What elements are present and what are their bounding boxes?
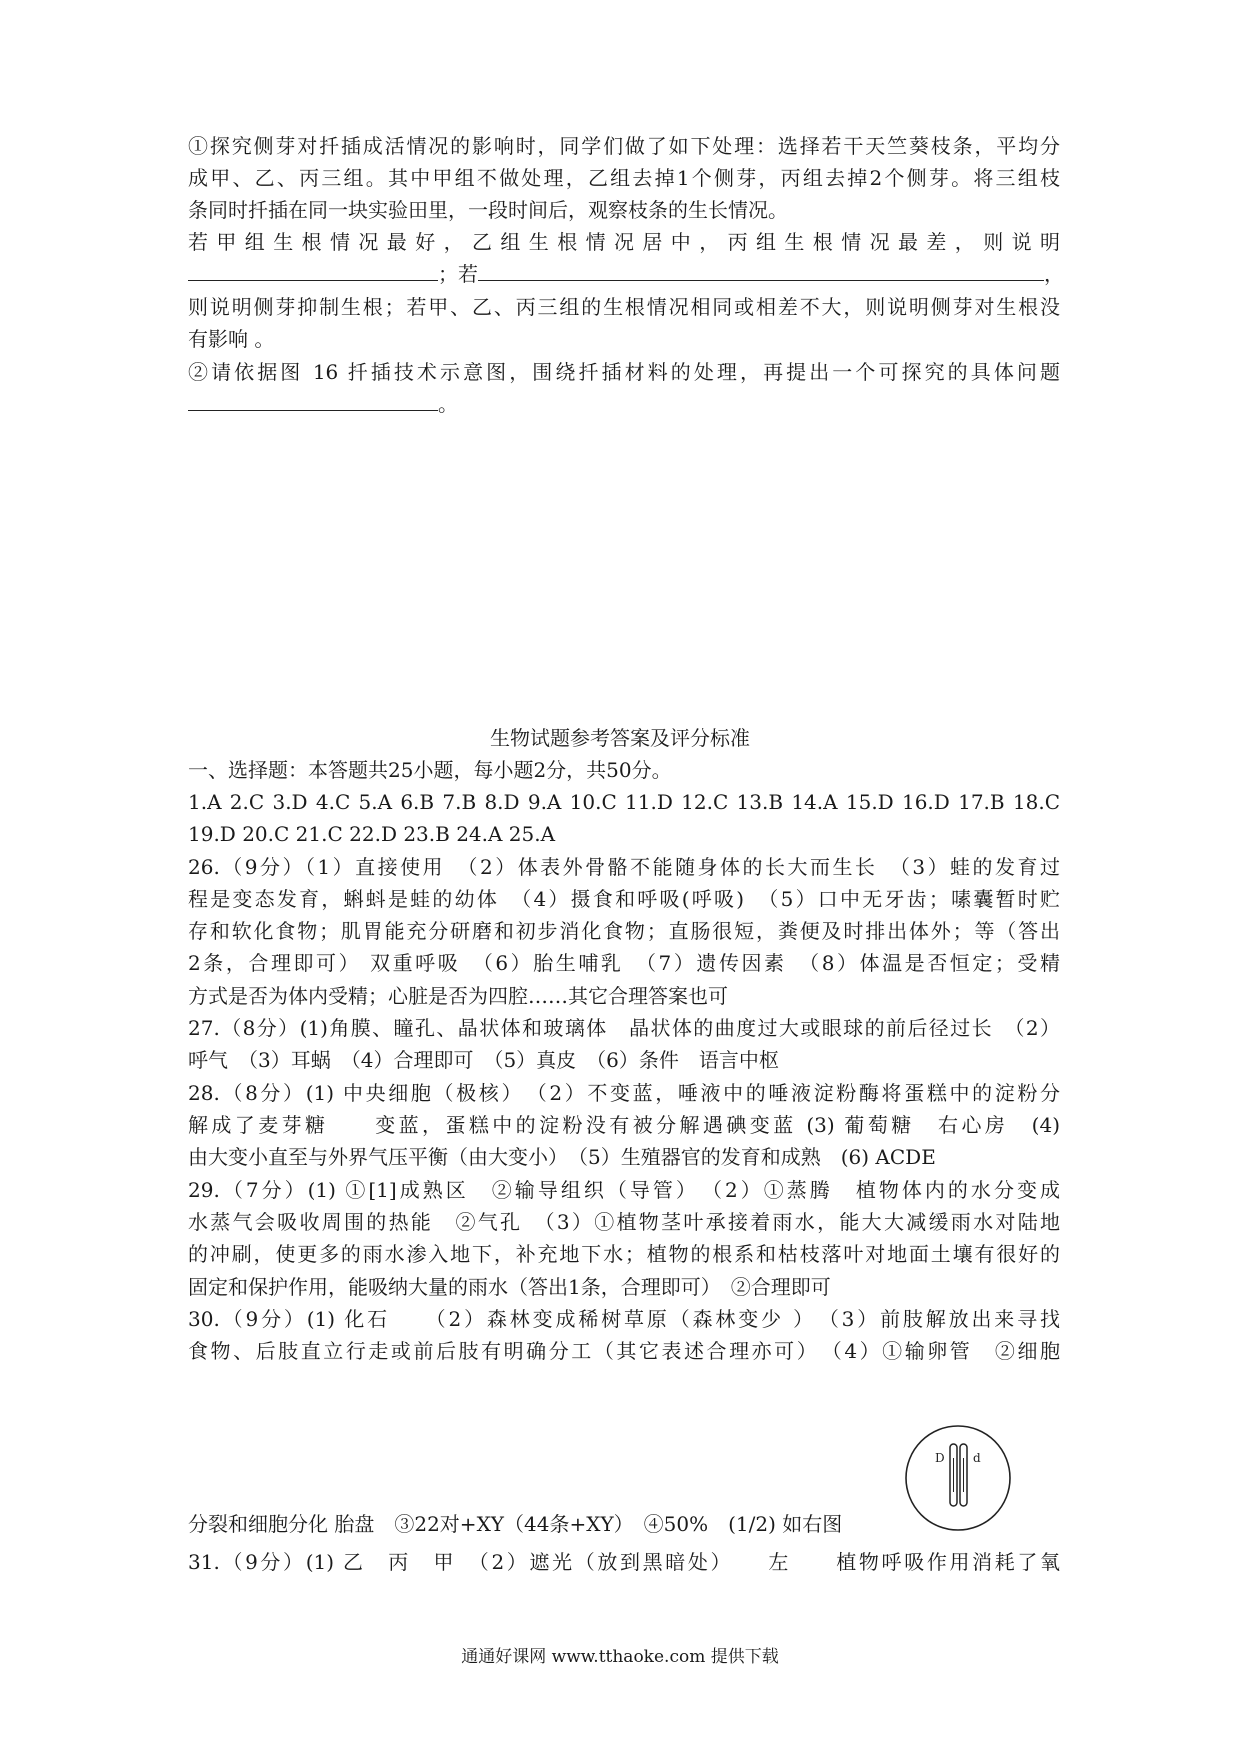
q26-line-1: 26.（9分）（1）直接使用 （2）体表外骨骼不能随身体的长大而生长 （3）蛙的发育过 bbox=[188, 855, 1060, 879]
q30-line-2: 食物、后肢直立行走或前后肢有明确分工（其它表述合理亦可） （4）①输卵管 ②细胞 bbox=[188, 1339, 1060, 1363]
answers-title: 生物试题参考答案及评分标准 bbox=[490, 726, 750, 750]
q29-line-2: 水蒸气会吸收周围的热能 ②气孔 （3）①植物茎叶承接着雨水，能大大减缓雨水对陆地 bbox=[188, 1210, 1060, 1234]
allele-label-D: D bbox=[935, 1451, 945, 1465]
q30-line-3: 分裂和细胞分化 胎盘 ③22对+XY（44条+XY） ④50% (1/2) 如右图 bbox=[188, 1512, 843, 1536]
answer-blank-2 bbox=[478, 262, 1044, 281]
q26-line-5: 方式是否为体内受精；心脏是否为四腔……其它合理答案也可 bbox=[188, 984, 728, 1008]
q26-line-4: 2条，合理即可） 双重呼吸 （6）胎生哺乳 （7）遗传因素 （8）体温是否恒定；受精 bbox=[188, 951, 1060, 975]
q-text-line-1: ①探究侧芽对扦插成活情况的影响时，同学们做了如下处理：选择若干天竺葵枝条，平均分 bbox=[188, 134, 1060, 158]
q-text-line-9 bbox=[188, 392, 1060, 416]
q30-line-1: 30.（9分）(1) 化石 （2）森林变成稀树草原（森林变少 ） （3）前肢解放出来寻找 bbox=[188, 1307, 1060, 1331]
footer-source: 通通好课网 www.tthaoke.com 提供下载 bbox=[461, 1647, 779, 1667]
q26-line-2: 程是变态发育，蝌蚪是蛙的幼体 （4）摄食和呼吸(呼吸) （5）口中无牙齿；嗉囊暂时贮 bbox=[188, 887, 1060, 911]
q-text-line-4: 若甲组生根情况最好，乙组生根情况居中，丙组生根情况最差，则说明 bbox=[188, 230, 1060, 254]
q26-line-3: 存和软化食物；肌胃能充分研磨和初步消化食物；直肠很短，粪便及时排出体外；等（答出 bbox=[188, 919, 1060, 943]
q-text-line-6: 则说明侧芽抑制生根；若甲、乙、丙三组的生根情况相同或相差不大，则说明侧芽对生根没 bbox=[188, 295, 1060, 319]
q29-line-4: 固定和保护作用，能吸纳大量的雨水（答出1条，合理即可） ②合理即可 bbox=[188, 1275, 831, 1299]
answer-blank-3 bbox=[188, 392, 438, 411]
q-text-comma: ， bbox=[1044, 262, 1064, 286]
q-text-line-2: 成甲、乙、丙三组。其中甲组不做处理，乙组去掉1个侧芽，丙组去掉2个侧芽。将三组枝 bbox=[188, 166, 1060, 190]
q31-line-1: 31.（9分）(1) 乙 丙 甲 （2）遮光（放到黑暗处） 左 植物呼吸作用消耗了氧 bbox=[188, 1550, 1060, 1574]
q29-line-3: 的冲刷，使更多的雨水渗入地下，补充地下水；植物的根系和枯枝落叶对地面土壤有很好的 bbox=[188, 1242, 1060, 1266]
mc-answers-line-1: 1.A 2.C 3.D 4.C 5.A 6.B 7.B 8.D 9.A 10.C 11.D 12.C 13.B 14.A 15.D 16.D 17.B 18.C bbox=[188, 790, 1060, 814]
q27-line-2: 呼气 （3）耳蜗 （4）合理即可 （5）真皮 （6）条件 语言中枢 bbox=[188, 1048, 779, 1072]
answer-blank-1 bbox=[188, 262, 438, 281]
q-text-line-3: 条同时扦插在同一块实验田里，一段时间后，观察枝条的生长情况。 bbox=[188, 198, 788, 222]
q-text-period: 。 bbox=[438, 392, 458, 416]
allele-label-d: d bbox=[973, 1451, 981, 1465]
q28-line-3: 由大变小直至与外界气压平衡（由大变小） （5）生殖器官的发育和成熟 (6) ACDE bbox=[188, 1145, 936, 1169]
mc-answers-line-2: 19.D 20.C 21.C 22.D 23.B 24.A 25.A bbox=[188, 822, 556, 846]
q27-line-1: 27.（8分）(1)角膜、瞳孔、晶状体和玻璃体 晶状体的曲度过大或眼球的前后径过长 （2） bbox=[188, 1016, 1060, 1040]
q-text-if: ；若 bbox=[438, 262, 478, 286]
q28-line-1: 28.（8分）(1) 中央细胞（极核） （2）不变蓝，唾液中的唾液淀粉酶将蛋糕中的淀粉分 bbox=[188, 1081, 1060, 1105]
q-text-line-7: 有影响 。 bbox=[188, 327, 275, 351]
q-text-line-5 bbox=[188, 262, 1064, 286]
q-text-line-8: ②请依据图 16 扦插技术示意图，围绕扦插材料的处理，再提出一个可探究的具体问题 bbox=[188, 360, 1060, 384]
section-1-heading: 一、选择题：本答题共25小题，每小题2分，共50分。 bbox=[188, 758, 672, 782]
q28-line-2: 解成了麦芽糖 变蓝，蛋糕中的淀粉没有被分解遇碘变蓝 (3) 葡萄糖 右心房 (4) bbox=[188, 1113, 1060, 1137]
q29-line-1: 29.（7分）(1) ①[1]成熟区 ②输导组织（导管） （2）①蒸腾 植物体内的水分变成 bbox=[188, 1178, 1060, 1202]
